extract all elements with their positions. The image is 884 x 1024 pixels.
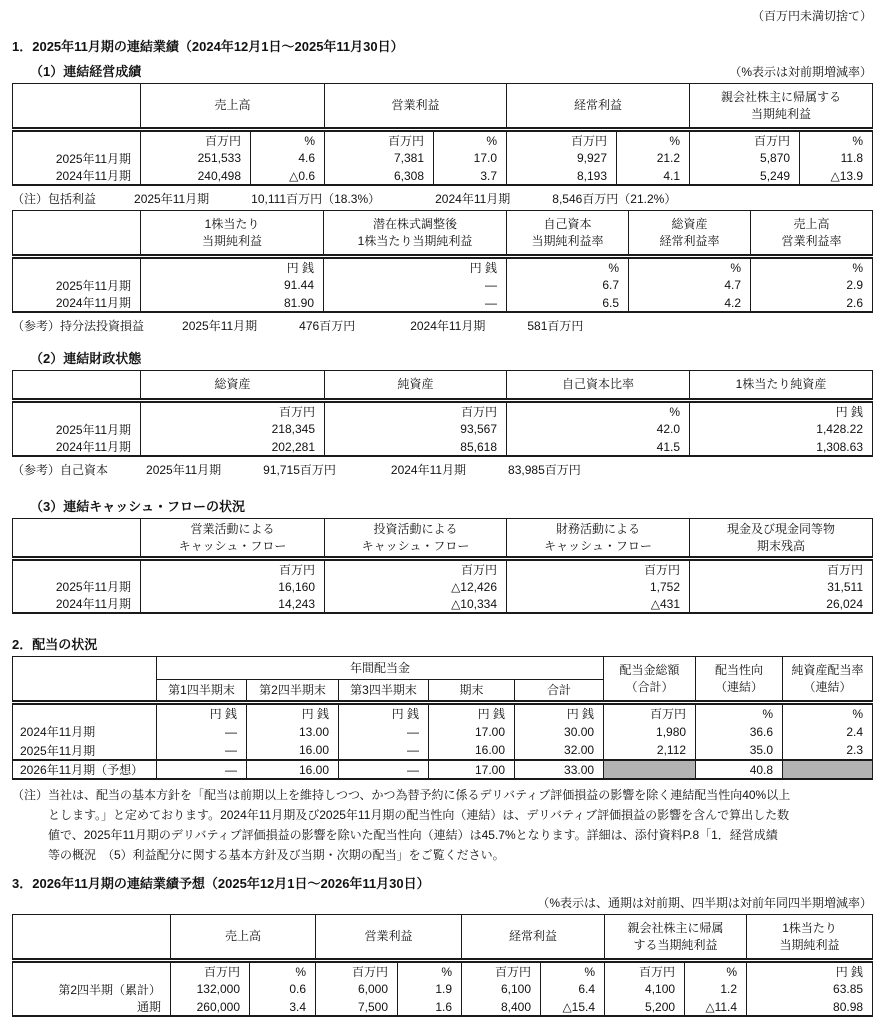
unit-cell: 円 銭 (339, 703, 429, 723)
col-header-ordinary-income: 経常利益 (462, 915, 605, 961)
col-header-operating-cf: 営業活動による キャッシュ・フロー (141, 519, 325, 559)
percent-cell: 3.7 (434, 167, 507, 185)
unit-cell: 百万円 (507, 130, 617, 150)
unit-cell: 百万円 (325, 559, 507, 579)
col-header-net-sales: 売上高 (141, 84, 325, 130)
value-cell: 16.00 (247, 760, 339, 779)
equity-method-note (12, 317, 872, 334)
cash-flow-table (12, 518, 873, 614)
col-header-bps: 1株当たり純資産 (690, 371, 873, 401)
col-header-roa: 総資産 経常利益率 (629, 211, 751, 257)
shaded-cell (783, 760, 873, 779)
financial-position-title: （2）連結財政状態 (30, 351, 142, 366)
section1-heading: 1．2025年11月期の連結業績（2024年12月1日～2025年11月30日） (12, 39, 404, 54)
note-value: 91,715百万円 (263, 463, 336, 477)
value-cell: 31,511 (690, 578, 873, 595)
value-cell: ― (339, 741, 429, 760)
units-row (13, 401, 873, 421)
unit-cell: 百万円 (604, 703, 696, 723)
note-value: 83,985百万円 (508, 463, 581, 477)
percent-cell: 6.4 (541, 980, 605, 998)
own-capital-note (12, 461, 872, 478)
value-cell: 32.00 (515, 741, 604, 760)
value-cell: 7,500 (316, 998, 398, 1016)
col-header-total: 合計 (515, 680, 604, 703)
value-cell: 7,381 (325, 149, 434, 167)
col-header-operating-income: 営業利益 (325, 84, 507, 130)
consolidated-results-table (12, 83, 873, 186)
percent-cell: △13.9 (800, 167, 873, 185)
percent-cell: 4.6 (251, 149, 325, 167)
value-cell: 6.7 (507, 276, 629, 294)
value-cell: ― (339, 722, 429, 741)
unit-cell: 円 銭 (247, 703, 339, 723)
value-cell: 6.5 (507, 294, 629, 312)
col-header-roe: 自己資本 当期純利益率 (507, 211, 629, 257)
table-row (13, 741, 873, 760)
unit-cell: 百万円 (141, 559, 325, 579)
table-row (13, 149, 873, 167)
percent-cell: 17.0 (434, 149, 507, 167)
value-cell: 5,870 (690, 149, 800, 167)
value-cell: 4,100 (605, 980, 685, 998)
comprehensive-income-note (12, 190, 872, 207)
unit-cell: 百万円 (171, 961, 250, 981)
note-period: 2024年11月期 (410, 319, 486, 333)
fiscal-year-label: 2025年11月期 (13, 741, 157, 760)
col-header-operating-margin: 売上高 営業利益率 (751, 211, 873, 257)
percent-cell: 4.1 (617, 167, 690, 185)
unit-cell (13, 401, 141, 421)
table-row (13, 420, 873, 438)
value-cell: 16.00 (247, 741, 339, 760)
value-cell: 6,308 (325, 167, 434, 185)
value-cell: 2.4 (783, 722, 873, 741)
note-period: 2025年11月期 (182, 319, 258, 333)
value-cell: 36.6 (696, 722, 783, 741)
col-header-payout-ratio: 配当性向 （連結） (696, 657, 783, 703)
value-cell: 2,112 (604, 741, 696, 760)
unit-cell: % (251, 130, 325, 150)
unit-cell: 百万円 (141, 401, 325, 421)
unit-cell: 円 銭 (429, 703, 515, 723)
value-cell: 4.7 (629, 276, 751, 294)
value-cell: 202,281 (141, 438, 325, 456)
value-cell: 81.90 (141, 294, 324, 312)
value-cell: 42.0 (507, 420, 690, 438)
unit-cell: % (696, 703, 783, 723)
unit-cell: % (629, 257, 751, 277)
unit-cell (13, 559, 141, 579)
value-cell: 218,345 (141, 420, 325, 438)
value-cell: 5,249 (690, 167, 800, 185)
unit-cell: % (617, 130, 690, 150)
col-header-annual-dividend: 年間配当金 (157, 657, 604, 680)
percent-cell: 21.2 (617, 149, 690, 167)
unit-cell: 百万円 (325, 130, 434, 150)
value-cell: 35.0 (696, 741, 783, 760)
unit-cell: % (685, 961, 747, 981)
col-header-q1-end: 第1四半期末 (157, 680, 247, 703)
value-cell: 33.00 (515, 760, 604, 779)
corner-cell (13, 519, 141, 559)
col-header-cash-equivalents: 現金及び現金同等物 期末残高 (690, 519, 873, 559)
unit-cell: 円 銭 (515, 703, 604, 723)
value-cell: 260,000 (171, 998, 250, 1016)
value-cell: 30.00 (515, 722, 604, 741)
rounding-note: （百万円未満切捨て） (751, 9, 872, 23)
unit-cell: 百万円 (141, 130, 251, 150)
percent-cell: 3.4 (250, 998, 316, 1016)
value-cell: 63.85 (747, 980, 873, 998)
value-cell: 1,428.22 (690, 420, 873, 438)
col-header-net-sales: 売上高 (171, 915, 316, 961)
fiscal-year-label: 2026年11月期（予想） (13, 760, 157, 779)
percent-cell: △15.4 (541, 998, 605, 1016)
fiscal-year-label: 2024年11月期 (13, 438, 141, 456)
results-title-row (12, 61, 872, 80)
col-header-net-assets: 純資産 (325, 371, 507, 401)
fiscal-year-label: 2024年11月期 (13, 595, 141, 613)
col-header-q3-end: 第3四半期末 (339, 680, 429, 703)
col-header-year-end: 期末 (429, 680, 515, 703)
fiscal-year-label: 2024年11月期 (13, 722, 157, 741)
note-value: 476百万円 (299, 319, 356, 333)
value-cell: 2.6 (751, 294, 873, 312)
value-cell: △10,334 (325, 595, 507, 613)
unit-cell: % (507, 257, 629, 277)
value-cell: 80.98 (747, 998, 873, 1016)
value-cell: 251,533 (141, 149, 251, 167)
col-header-diluted-eps: 潜在株式調整後 1株当たり当期純利益 (324, 211, 507, 257)
col-header-ordinary-income: 経常利益 (507, 84, 690, 130)
period-label: 通期 (13, 998, 171, 1016)
corner-cell (13, 84, 141, 130)
note-value: 581百万円 (527, 319, 584, 333)
table-row (13, 980, 873, 998)
unit-cell: 円 銭 (141, 257, 324, 277)
value-cell: 41.5 (507, 438, 690, 456)
corner-cell (13, 371, 141, 401)
corner-cell (13, 211, 141, 257)
unit-cell: % (783, 703, 873, 723)
unit-cell (13, 130, 141, 150)
unit-cell: 百万円 (507, 559, 690, 579)
table-row (13, 578, 873, 595)
results-percent-note: （%表示は対前期増減率） (729, 65, 872, 79)
value-cell: 16,160 (141, 578, 325, 595)
value-cell: 2.9 (751, 276, 873, 294)
unit-cell: 円 銭 (324, 257, 507, 277)
section3-heading: 3．2026年11月期の連結業績予想（2025年12月1日～2026年11月30日） (12, 876, 430, 891)
unit-cell: 百万円 (605, 961, 685, 981)
value-cell: ― (157, 741, 247, 760)
cash-flow-title: （3）連結キャッシュ・フローの状況 (30, 499, 245, 514)
value-cell: 5,200 (605, 998, 685, 1016)
fiscal-year-label: 2025年11月期 (13, 149, 141, 167)
corner-cell (13, 915, 171, 961)
unit-cell: % (507, 401, 690, 421)
forecast-percent-note: （%表示は、通期は対前期、四半期は対前年同四半期増減率） (537, 896, 872, 910)
financial-position-table (12, 370, 873, 457)
percent-cell: 1.2 (685, 980, 747, 998)
value-cell: 85,618 (325, 438, 507, 456)
value-cell: ― (339, 760, 429, 779)
value-cell: 6,000 (316, 980, 398, 998)
forecast-table (12, 914, 873, 1017)
col-header-equity-ratio: 自己資本比率 (507, 371, 690, 401)
period-label: 第2四半期（累計） (13, 980, 171, 998)
percent-cell: 1.9 (398, 980, 462, 998)
fiscal-year-label: 2024年11月期 (13, 167, 141, 185)
unit-cell: % (434, 130, 507, 150)
col-header-operating-income: 営業利益 (316, 915, 462, 961)
shaded-cell (604, 760, 696, 779)
note-text: 当社は、配当の基本方針を「配当は前期以上を維持しつつ、かつ為替予約に係るデリバティブ評価損益の影響を除く連結配当性向40%以上 とします。」と定めております。2024年11月期及び2025年11月期の配当性向（連結）は、デリバティブ評価損益の影響を含んで算出した数 値で、2025年11月期のデリバティブ評価損益の影響を除いた配当性向（連結）は45.7%となります。詳細は、添付資料P.8「1．経営成績 等の概況 （5）利益配分に関する基本方針及び当期・次期の配当」をご覧ください。 (48, 788, 791, 862)
note-label: （参考）自己資本 (12, 463, 109, 477)
unit-cell: % (800, 130, 873, 150)
col-header-total-assets: 総資産 (141, 371, 325, 401)
value-cell: ― (324, 276, 507, 294)
percent-cell: △11.4 (685, 998, 747, 1016)
percent-cell: 11.8 (800, 149, 873, 167)
note-label: （注） (12, 788, 49, 802)
units-row (13, 703, 873, 723)
note-period: 2024年11月期 (390, 463, 467, 477)
col-header-investing-cf: 投資活動による キャッシュ・フロー (325, 519, 507, 559)
value-cell: 17.00 (429, 760, 515, 779)
unit-cell (13, 703, 157, 723)
units-row (13, 961, 873, 981)
value-cell: 17.00 (429, 722, 515, 741)
value-cell: 93,567 (325, 420, 507, 438)
fiscal-year-label: 2025年11月期 (13, 420, 141, 438)
table-row (13, 595, 873, 613)
table-row (13, 167, 873, 185)
note-label: （参考）持分法投資損益 (12, 319, 145, 333)
value-cell: 9,927 (507, 149, 617, 167)
note-label: （注）包括利益 (12, 192, 97, 206)
percent-cell: 0.6 (250, 980, 316, 998)
col-header-financing-cf: 財務活動による キャッシュ・フロー (507, 519, 690, 559)
units-row (13, 130, 873, 150)
table-row (13, 722, 873, 741)
unit-cell: % (250, 961, 316, 981)
percent-cell: △0.6 (251, 167, 325, 185)
col-header-eps: 1株当たり 当期純利益 (747, 915, 873, 961)
value-cell: 1,308.63 (690, 438, 873, 456)
results-title: （1）連結経営成績 (30, 64, 142, 79)
unit-cell: 百万円 (690, 559, 873, 579)
value-cell: 40.8 (696, 760, 783, 779)
unit-cell: 円 銭 (690, 401, 873, 421)
col-header-total-dividends: 配当金総額 （合計） (604, 657, 696, 703)
table-row (13, 998, 873, 1016)
value-cell: △431 (507, 595, 690, 613)
value-cell: 2.3 (783, 741, 873, 760)
value-cell: △12,426 (325, 578, 507, 595)
value-cell: 8,193 (507, 167, 617, 185)
unit-cell: 円 銭 (747, 961, 873, 981)
value-cell: 1,980 (604, 722, 696, 741)
note-period: 2025年11月期 (134, 192, 210, 206)
value-cell: 6,100 (462, 980, 541, 998)
table-row (13, 294, 873, 312)
value-cell: ― (157, 722, 247, 741)
unit-cell: % (398, 961, 462, 981)
value-cell: 240,498 (141, 167, 251, 185)
unit-cell: % (541, 961, 605, 981)
unit-cell: 百万円 (462, 961, 541, 981)
fiscal-year-label: 2024年11月期 (13, 294, 141, 312)
unit-cell (13, 961, 171, 981)
fiscal-year-label: 2025年11月期 (13, 276, 141, 294)
value-cell: 91.44 (141, 276, 324, 294)
dividend-policy-note (12, 785, 872, 865)
value-cell: 26,024 (690, 595, 873, 613)
col-header-dividend-on-equity: 純資産配当率 （連結） (783, 657, 873, 703)
table-row-forecast (13, 760, 873, 779)
value-cell: 13.00 (247, 722, 339, 741)
note-period: 2024年11月期 (435, 192, 511, 206)
col-header-profit-attributable: 親会社株主に帰属する 当期純利益 (690, 84, 873, 130)
col-header-profit-attributable: 親会社株主に帰属 する当期純利益 (605, 915, 747, 961)
percent-cell: 1.6 (398, 998, 462, 1016)
unit-cell (13, 257, 141, 277)
section2-heading: 2．配当の状況 (12, 637, 98, 652)
unit-cell: 百万円 (316, 961, 398, 981)
value-cell: 8,400 (462, 998, 541, 1016)
unit-cell: 百万円 (325, 401, 507, 421)
unit-cell: % (751, 257, 873, 277)
note-value: 10,111百万円（18.3%） (251, 192, 381, 206)
value-cell: ― (157, 760, 247, 779)
value-cell: 132,000 (171, 980, 250, 998)
note-value: 8,546百万円（21.2%） (552, 192, 677, 206)
per-share-table (12, 210, 873, 313)
value-cell: 1,752 (507, 578, 690, 595)
value-cell: 16.00 (429, 741, 515, 760)
unit-cell: 百万円 (690, 130, 800, 150)
table-row (13, 276, 873, 294)
value-cell: 14,243 (141, 595, 325, 613)
units-row (13, 559, 873, 579)
value-cell: 4.2 (629, 294, 751, 312)
col-header-eps: 1株当たり 当期純利益 (141, 211, 324, 257)
fiscal-year-label: 2025年11月期 (13, 578, 141, 595)
unit-cell: 円 銭 (157, 703, 247, 723)
value-cell: ― (324, 294, 507, 312)
table-row (13, 438, 873, 456)
corner-cell (13, 657, 157, 703)
units-row (13, 257, 873, 277)
note-period: 2025年11月期 (146, 463, 222, 477)
dividend-table (12, 656, 873, 780)
col-header-q2-end: 第2四半期末 (247, 680, 339, 703)
